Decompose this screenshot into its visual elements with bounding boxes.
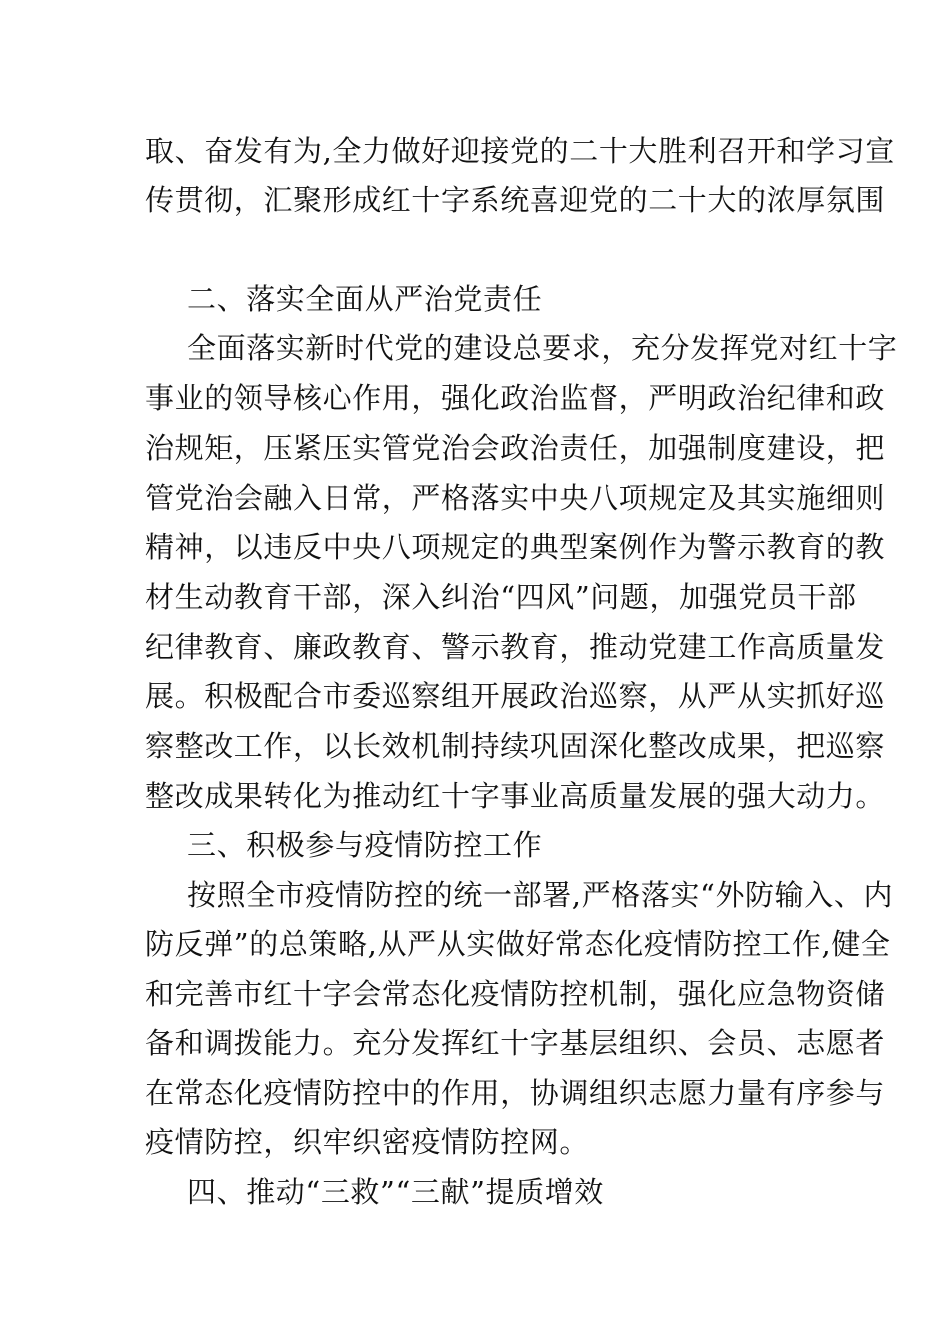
paragraph-2-line-10: 整改成果转化为推动红十字事业高质量发展的强大动力。 bbox=[145, 779, 886, 813]
paragraph-2-line-2: 事业的领导核心作用，强化政治监督，严明政治纪律和政 bbox=[145, 381, 886, 415]
paragraph-3-line-6: 疫情防控，织牢织密疫情防控网。 bbox=[145, 1125, 590, 1159]
paragraph-2-line-4: 管党治会融入日常，严格落实中央八项规定及其实施细则 bbox=[145, 481, 886, 515]
paragraph-3-line-1: 按照全市疫情防控的统一部署,严格落实“外防输入、内 bbox=[187, 878, 894, 912]
paragraph-2-line-9: 察整改工作，以长效机制持续巩固深化整改成果，把巡察 bbox=[145, 729, 886, 763]
paragraph-2-line-5: 精神，以违反中央八项规定的典型案例作为警示教育的教 bbox=[145, 530, 886, 564]
intro-line-2: 传贯彻，汇聚形成红十字系统喜迎党的二十大的浓厚氛围 bbox=[145, 183, 886, 217]
paragraph-2-line-3: 治规矩，压紧压实管党治会政治责任，加强制度建设，把 bbox=[145, 431, 886, 465]
section-heading-4: 四、推动“三救”“三献”提质增效 bbox=[187, 1175, 604, 1209]
paragraph-3-line-4: 备和调拨能力。充分发挥红十字基层组织、会员、志愿者 bbox=[145, 1026, 886, 1060]
paragraph-2-line-7: 纪律教育、廉政教育、警示教育，推动党建工作高质量发 bbox=[145, 630, 886, 664]
section-heading-2: 二、落实全面从严治党责任 bbox=[187, 282, 543, 316]
paragraph-2-line-1: 全面落实新时代党的建设总要求，充分发挥党对红十字 bbox=[187, 331, 898, 365]
paragraph-2-line-8: 展。积极配合市委巡察组开展政治巡察，从严从实抓好巡 bbox=[145, 679, 886, 713]
section-heading-3: 三、积极参与疫情防控工作 bbox=[187, 828, 543, 862]
paragraph-3-line-3: 和完善市红十字会常态化疫情防控机制，强化应急物资储 bbox=[145, 977, 886, 1011]
paragraph-2-line-6: 材生动教育干部，深入纠治“四风”问题，加强党员干部 bbox=[145, 580, 857, 614]
paragraph-3-line-5: 在常态化疫情防控中的作用，协调组织志愿力量有序参与 bbox=[145, 1076, 886, 1110]
paragraph-3-line-2: 防反弹”的总策略,从严从实做好常态化疫情防控工作,健全 bbox=[145, 927, 891, 961]
intro-line-1: 取、奋发有为,全力做好迎接党的二十大胜利召开和学习宣 bbox=[145, 134, 895, 168]
